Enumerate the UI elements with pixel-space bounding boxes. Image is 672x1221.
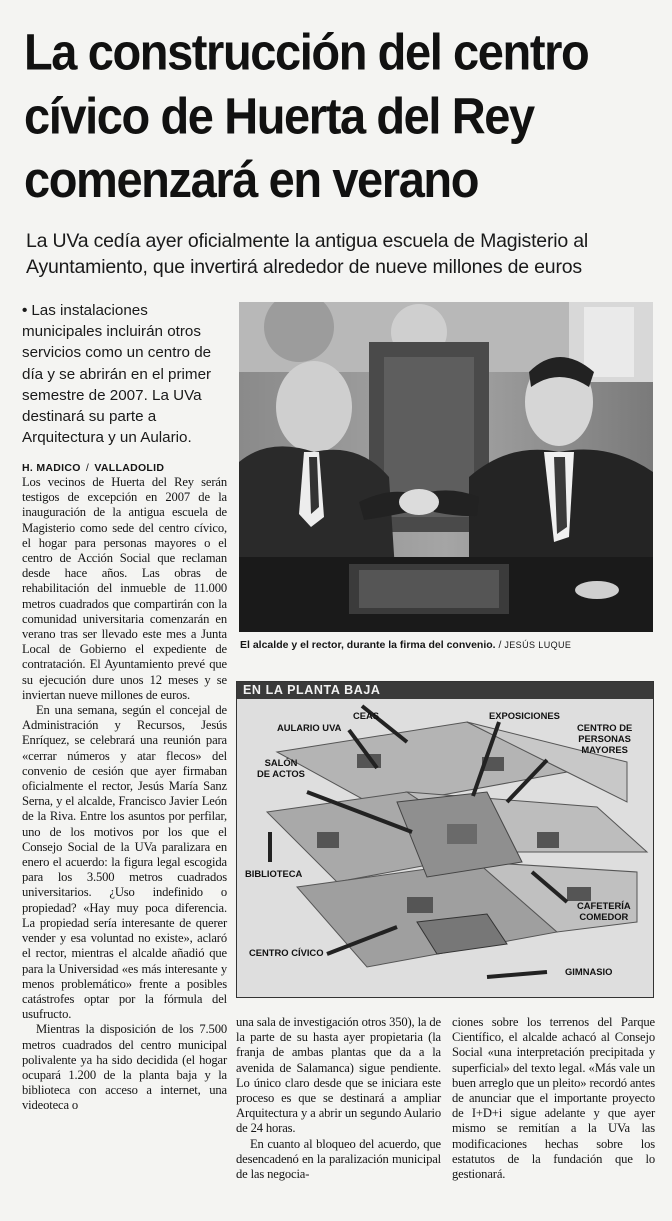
headline-line-2: cívico de Huerta del Rey [24, 86, 534, 145]
subheadline: La UVa cedía ayer oficialmente la antigua escuela de Magisterio al Ayuntamiento, que invertirá alrededor de nueve millones de euros [26, 230, 589, 278]
plan-label-ceas: CEAS [353, 710, 380, 721]
plan-label-gimnasio: GIMNASIO [565, 966, 613, 977]
photo-caption [240, 638, 654, 652]
headline-line-3: comenzará en verano [24, 150, 479, 208]
caption-credit: JESÚS LUQUE [504, 640, 572, 650]
article-paragraph: En cuanto al bloqueo del acuerdo, que desencadenó en la paralización municipal de las negocia- [236, 1136, 441, 1182]
plan-label-centro-civico: CENTRO CÍVICO [249, 947, 324, 958]
plan-label-salon-actos: SALÓN DE ACTOS [257, 757, 305, 779]
summary-text: Las instalaciones municipales incluirán otros servicios como un centro de día y se abrirán en el primer semestre de 2007. La UVa destinará su parte a Arquitectura y un Aulario. [22, 302, 212, 447]
summary-box [22, 300, 222, 448]
plan-label-biblioteca: BIBLIOTECA [245, 868, 303, 879]
article-paragraph: una sala de investigación otros 350), la de la parte de su hasta ayer propietaria (la franja de ambas plantas que da a la avenida de Salamanca) sigue pendiente. Lo único claro desde que se iniciara este proceso es que se destinará a ampliar Arquitectura y a abrir un segundo Aulario de 24 horas. [236, 1015, 441, 1136]
byline-author: H. MADICO [22, 462, 81, 474]
article-paragraph: Mientras la disposición de los 7.500 metros cuadrados del centro municipal polivalente ya ha sido decidida (el hogar ocupará 1.200 de la planta baja y la biblioteca con acceso a internet, una videoteca o [22, 1022, 227, 1113]
article-paragraph: Los vecinos de Huerta del Rey serán testigos de excepción en 2007 de la inauguración de la antigua escuela de Magisterio como sede del centro cívico, el hogar para personas mayores o el centro de Acción Social que reclaman desde hace años. Las obras de rehabilitación del inmueble de 11.000 metros cuadrados que compartirán con la comunidad universitaria comenzarán en verano tras ser llevado este mes a Junta Local de Gobierno el expediente de contratación. El Ayuntamiento prevé que su ejecución dure unos 12 meses y se inviertan nueve millones de euros. [22, 475, 227, 702]
plan-title: EN LA PLANTA BAJA [243, 683, 381, 697]
byline [22, 462, 232, 474]
plan-label-exposiciones: EXPOSICIONES [489, 710, 560, 721]
article-column-1 [22, 475, 227, 1114]
article-column-2 [236, 1015, 441, 1182]
photo-illustration [239, 302, 653, 632]
headline-line-1: La construcción del centro [24, 23, 589, 81]
byline-separator: / [85, 462, 90, 474]
article-paragraph: En una semana, según el concejal de Administración y Recursos, Jesús Enríquez, se celebrará una reunión para «cerrar números y atar flecos» del convenio de cesión que ayer firmaban oficialmente el rector, Jesús María Sanz Serna, y el alcalde, Francisco Javier León de la Riva. Entre los asuntos por perfilar, uno de los motivos por los que el Consejo Social de la UVa paralizara en enero el acuerdo: la figura legal escogida para los 3.500 metros cuadrados universitarios. ¿Uso indefinido o propiedad? «Hay muy poca diferencia. La propiedad sería interesante de querer vender y esa voluntad no existe», aclaró el rector, mientras el alcalde añadió que para la Universidad «es más interesante y menos problemático» frente a posibles catástrofes optar por la fórmula del usufructo. [22, 703, 227, 1022]
plan-label-cafeteria: CAFETERÍA COMEDOR [577, 900, 631, 922]
article-column-3 [452, 1015, 655, 1182]
byline-location: VALLADOLID [94, 462, 165, 474]
handshake-photo [239, 302, 653, 632]
plan-label-aulario: AULARIO UVA [277, 722, 342, 733]
headline [24, 20, 654, 211]
article-paragraph: ciones sobre los terrenos del Parque Científico, el alcalde achacó al Consejo Social «una interpretación precipitada y superficial» del texto legal. «Más vale un buen arreglo que un pleito» recordó antes de anunciar que el importante proyecto de I+D+i sigue adelante y que ayer mismo se remitían a la UVa las modificaciones hechas sobre los estatutos de la fundación que lo gestionará. [452, 1015, 655, 1182]
floor-plan-graphic [236, 681, 654, 998]
plan-label-centro-mayores: CENTRO DE PERSONAS MAYORES [577, 722, 633, 755]
caption-credit-separator: / [498, 639, 502, 651]
caption-text: El alcalde y el rector, durante la firma del convenio. [240, 639, 496, 651]
summary-bullet: • [22, 302, 28, 319]
